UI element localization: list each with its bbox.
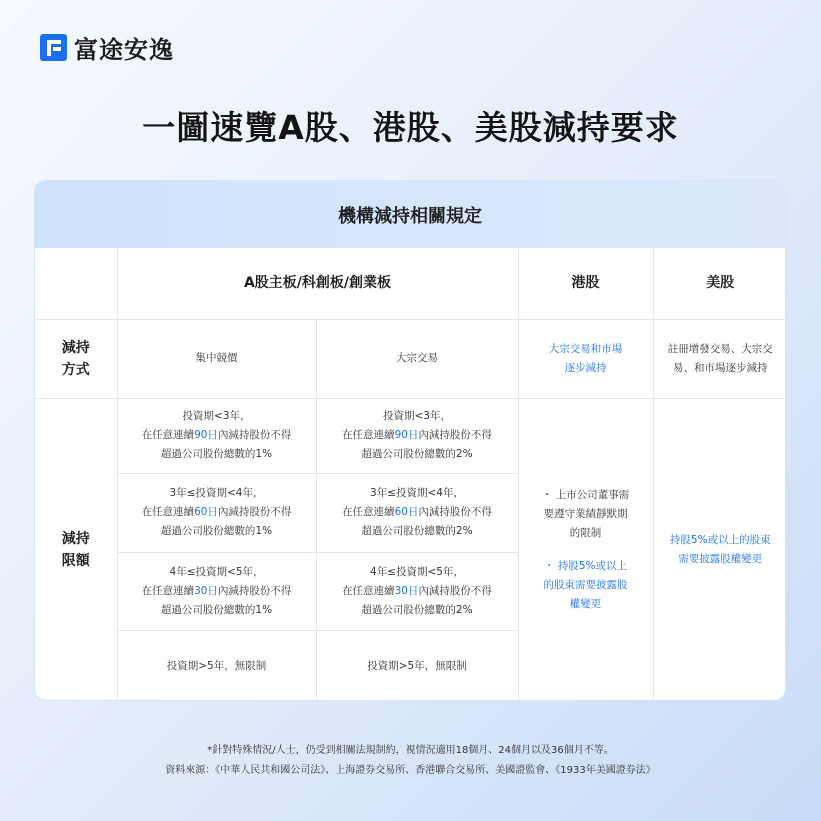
- column-header-row: [35, 248, 786, 319]
- limit-us-cell: 持股5%或以上的股東 需要披露股權變更: [653, 398, 786, 701]
- column-hk: 港股: [518, 248, 653, 319]
- footnote: *針對特殊情況/人士，仍受到相關法規制約，視情況適用18個月、24個月以及36個月不等。: [207, 745, 614, 756]
- brand-name: 富途安逸: [74, 36, 174, 64]
- method-us: 註冊增發交易、大宗交 易、和市場逐步減持: [653, 319, 786, 398]
- limit-label: 減持 限額: [35, 398, 117, 701]
- column-us: 美股: [653, 248, 786, 319]
- corner-cell: [35, 248, 117, 319]
- unlimited-centralized: 投資期>5年，無限制: [117, 630, 316, 701]
- method-row: [35, 319, 786, 398]
- brand-logo: [40, 30, 174, 65]
- limit-centralized-cell: 3年≤投資期<4年， 在任意連續60日內減持股份不得 超過公司股份總數的1%: [117, 473, 316, 552]
- limit-row: [35, 398, 786, 473]
- unlimited-block: 投資期>5年，無限制: [316, 630, 518, 701]
- limit-block-cell: 投資期<3年， 在任意連續90日內減持股份不得 超過公司股份總數的2%: [316, 398, 518, 473]
- column-a-share: A股主板/科創板/創業板: [117, 248, 518, 319]
- source-note: 資料來源：《中華人民共和國公司法》、上海證券交易所、香港聯合交易所、美國證監會、《1933年美國證券法》: [165, 765, 656, 776]
- method-hk: 大宗交易和市場 逐步減持: [518, 319, 653, 398]
- method-a-block: 大宗交易: [316, 319, 518, 398]
- limit-centralized-cell: 4年≤投資期<5年， 在任意連續30日內減持股份不得 超過公司股份總數的1%: [117, 552, 316, 630]
- method-a-centralized: 集中競價: [117, 319, 316, 398]
- regulation-table: [35, 248, 786, 701]
- limit-block-cell: 4年≤投資期<5年， 在任意連續30日內減持股份不得 超過公司股份總數的2%: [316, 552, 518, 630]
- limit-hk-cell: ・ 上市公司董事需 要遵守業績靜默期 的限制 ・ 持股5%或以上 的股東需要披露股 權變更: [518, 398, 653, 701]
- regulation-card: [34, 180, 786, 701]
- futu-logo-icon: [40, 34, 67, 61]
- card-header: 機構減持相關規定: [35, 181, 785, 248]
- page-title: 一圖速覽A股、港股、美股減持要求: [142, 108, 679, 147]
- limit-centralized-cell: 投資期<3年， 在任意連續90日內減持股份不得 超過公司股份總數的1%: [117, 398, 316, 473]
- limit-block-cell: 3年≤投資期<4年， 在任意連續60日內減持股份不得 超過公司股份總數的2%: [316, 473, 518, 552]
- method-label: 減持 方式: [35, 319, 117, 398]
